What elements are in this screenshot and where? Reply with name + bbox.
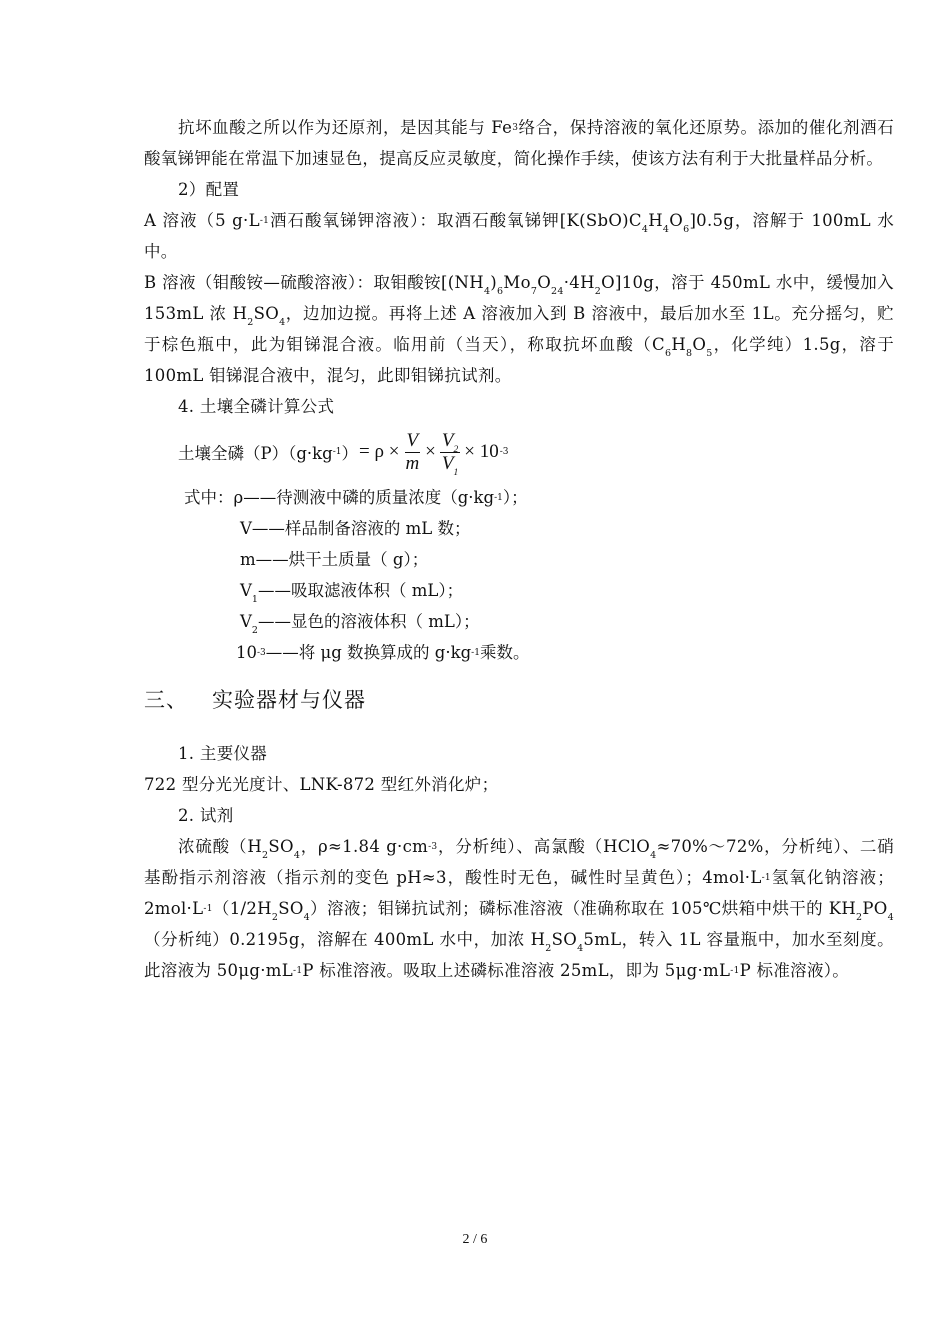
sol-b-sub: 24 [551, 286, 564, 297]
formula-times: × [425, 441, 436, 462]
solution-a-paragraph [144, 205, 894, 267]
sol-a-sub: 4 [641, 224, 649, 235]
reagent-text: ）溶液；钼锑抗试剂；磷标准溶液（准确称取在 105℃烘箱中烘干的 KH [310, 899, 857, 918]
reagent-sub: 4 [650, 850, 657, 861]
reagent-sub: 2 [262, 850, 269, 861]
sol-b-sub: 4 [279, 317, 286, 328]
sol-b-text: SO [253, 304, 280, 323]
sol-b-sub: 5 [706, 348, 713, 359]
section-title: 实验器材与仪器 [212, 688, 366, 712]
reagent-text: P 标准溶液）。 [739, 961, 850, 980]
sol-b-text: B 溶液（钼酸铵—硫酸溶液）：取钼酸铵[(NH [144, 273, 484, 292]
sol-b-text: ·4H [563, 273, 595, 292]
reagent-text: SO [268, 837, 294, 856]
fraction-denominator: m [405, 452, 420, 474]
reagent-sub: 4 [887, 912, 894, 923]
reagent-text: P 标准溶液。吸取上述磷标准溶液 25mL，即为 5μg·mL [302, 961, 731, 980]
reagent-text: ，ρ≈1.84 g·cm [300, 837, 429, 856]
reagent-text: ，分析纯）、高氯酸（HClO [437, 837, 651, 856]
sol-b-sub: 6 [664, 348, 672, 359]
sol-a-text: 酒石酸氧锑钾溶液）：取酒石酸氧锑钾[K(SbO)C [269, 211, 642, 230]
sol-a-sub: 4 [662, 224, 670, 235]
sol-b-sub: 6 [497, 286, 504, 297]
sol-a-text: H [648, 211, 663, 230]
sol-b-text: Mo [503, 273, 531, 292]
formula-times-ten: × 10 [464, 441, 499, 462]
intro-paragraph [144, 112, 894, 174]
reagent-sub: 2 [271, 912, 279, 923]
reagent-text: 5mL，转入 1L 容量瓶中，加水至刻度。此溶液为 50μg·mL [144, 930, 894, 980]
fraction-v-over-m [403, 430, 421, 475]
reagent-sup: -1 [730, 966, 740, 976]
sol-b-text: O]10g，溶于 450mL 水中，缓慢加入 153mL 浓 H [144, 273, 894, 323]
legend-sub: 2 [251, 625, 258, 636]
intro-text-a: 抗坏血酸之所以作为还原剂，是因其能与 Fe [178, 118, 513, 137]
formula-lhs-end: ） [341, 444, 359, 463]
reagent-text: 氢氧化钠溶液；2mol·L [144, 868, 894, 918]
fraction-numerator [440, 430, 460, 453]
formula-heading: 4. 土壤全磷计算公式 [178, 397, 335, 416]
sol-b-sub: 2 [594, 286, 602, 297]
reagent-text: 浓硫酸（H [178, 837, 263, 856]
sol-a-sub: 6 [683, 224, 690, 235]
reagent-text: SO [551, 930, 578, 949]
reagents-paragraph [144, 831, 894, 986]
reagent-sub: 2 [856, 912, 863, 923]
reagent-text: SO [278, 899, 304, 918]
formula-lhs: 土壤全磷（P）（g·kg [178, 444, 333, 463]
sol-b-sub: 2 [247, 317, 254, 328]
reagents-heading: 2. 试剂 [178, 806, 234, 825]
sol-a-sup: -1 [259, 216, 270, 226]
reagent-sub: 2 [545, 943, 552, 954]
sol-b-text: O [692, 335, 707, 354]
sol-b-text: ，化学纯）1.5g，溶于 100mL 钼锑混合液中，混匀，此即钼锑抗试剂。 [144, 335, 895, 385]
sol-b-text: ) [490, 273, 498, 292]
sol-b-sub: 4 [483, 286, 491, 297]
sol-a-text: ]0.5g，溶解于 100mL 水中。 [144, 211, 894, 261]
total-phosphorus-formula: 土壤全磷（P）（g·kg -1 ） = ρ × $\frac{V}{m}$ × $\frac{V_2}{V_1}$ × 10 -3 [178, 429, 509, 478]
v-symbol: V [441, 452, 454, 474]
legend-text: 乘数。 [479, 643, 530, 662]
reagent-sub: 4 [293, 850, 301, 861]
reagent-text: ≈70%～72%，分析纯）、二硝基酚指示剂溶液（指示剂的变色 pH≈3，酸性时无色，碱性时呈黄色）；4mol·L [144, 837, 894, 887]
sol-b-sub: 7 [530, 286, 538, 297]
reagent-text: （1/2H [212, 899, 272, 918]
instruments-paragraph: 722 型分光光度计、LNK-872 型红外消化炉； [144, 775, 499, 794]
v2-sub: 2 [453, 444, 459, 455]
reagent-text: PO [862, 899, 888, 918]
solution-b-paragraph [144, 267, 894, 391]
legend-text: ρ——待测液中磷的质量浓度（g·kg [233, 488, 495, 507]
config-heading: 2）配置 [178, 180, 240, 199]
intro-text-b: 络合，保持溶液的氧化还原势。添加的催化剂酒石酸氧锑钾能在常温下加速显色，提高反应灵敏度，简化操作手续，使该方法有利于大批量样品分析。 [144, 118, 894, 168]
fraction-denominator [440, 452, 460, 478]
legend-v2 [144, 606, 894, 637]
fe-charge-sup: 3 [512, 123, 519, 133]
legend-sup: -1 [494, 493, 503, 503]
reagent-sup: -1 [292, 966, 303, 976]
legend-text: V [240, 581, 252, 600]
v1-sub: 1 [453, 467, 459, 478]
reagent-text: （分析纯）0.2195g，溶解在 400mL 水中，加浓 H [144, 930, 546, 949]
legend-text: ——将 μg 数换算成的 g·kg [265, 643, 472, 662]
legend-sup: -1 [471, 648, 480, 658]
formula-equals: = ρ × [359, 441, 400, 462]
reagent-sup: -1 [761, 873, 771, 883]
sol-b-text: H [671, 335, 687, 354]
legend-m: m——烘干土质量（ g）； [240, 550, 429, 569]
legend-intro: 式中： [184, 488, 234, 507]
sol-b-text: O [537, 273, 552, 292]
reagent-sup: -3 [428, 842, 438, 852]
legend-text: 10 [236, 643, 257, 662]
page-content [144, 112, 894, 986]
legend-text: ）； [502, 488, 528, 507]
legend-v: V——样品制备溶液的 mL 数； [240, 519, 471, 538]
legend-text: ——吸取滤液体积（ mL）； [257, 581, 464, 600]
reagent-sub: 4 [577, 943, 584, 954]
section-heading [144, 682, 894, 718]
instruments-heading: 1. 主要仪器 [178, 744, 268, 763]
sol-a-text: A 溶液（5 g·L [144, 211, 260, 230]
fraction-v2-over-v1 [440, 429, 460, 478]
v-symbol: V [441, 429, 454, 451]
legend-v1 [144, 575, 894, 606]
legend-text: V [240, 612, 252, 631]
legend-rho [144, 482, 894, 513]
sol-b-text: ，边加边搅。再将上述 A 溶液加入到 B 溶液中，最后加水至 1L。充分摇匀，贮于棕色瓶中，此为钼锑混合液。临用前（当天），称取抗坏血酸（C [144, 304, 894, 354]
sol-b-sub: 8 [686, 348, 693, 359]
page-number: 2 / 6 [462, 1232, 488, 1247]
legend-sup: -3 [257, 648, 266, 658]
formula-legend [144, 482, 894, 668]
section-number: 三、 [144, 688, 188, 712]
legend-factor [144, 637, 894, 668]
sol-a-text: O [669, 211, 684, 230]
fraction-numerator: V [406, 429, 419, 451]
reagent-sup: -1 [203, 904, 213, 914]
legend-sub: 1 [251, 594, 258, 605]
legend-text: ——显色的溶液体积（ mL）； [257, 612, 480, 631]
reagent-sub: 4 [303, 912, 311, 923]
